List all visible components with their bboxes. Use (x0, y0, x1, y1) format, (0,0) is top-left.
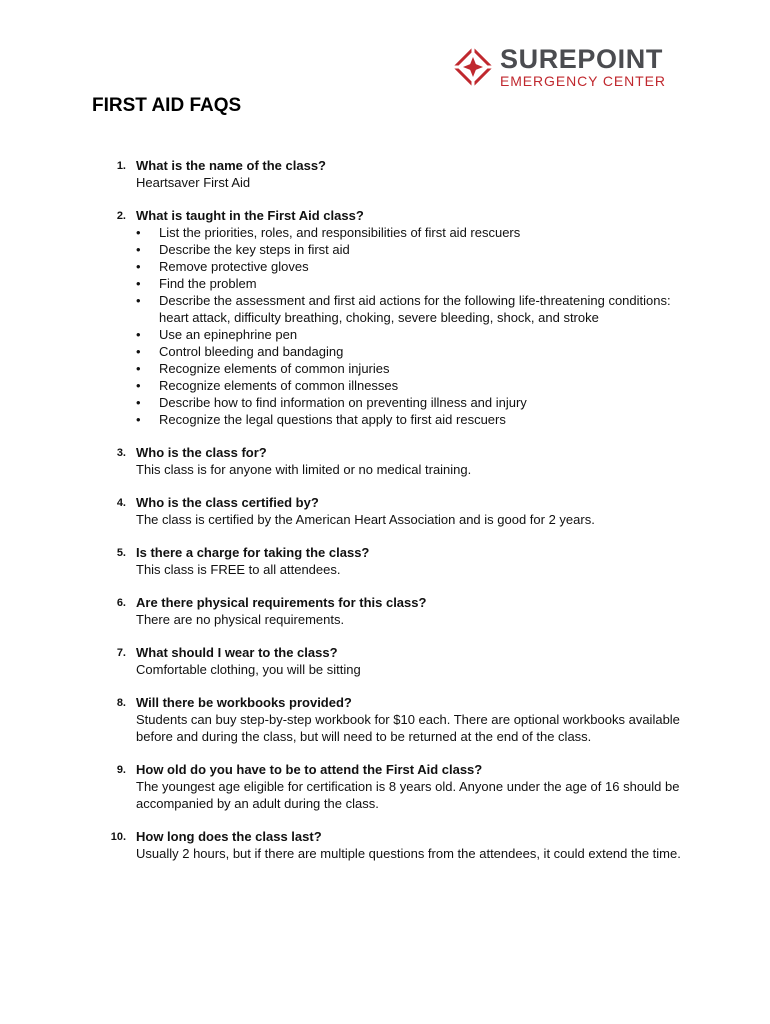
faq-number: 1. (116, 160, 126, 172)
bullet-item: • List the priorities, roles, and responsibilities of first aid rescuers (136, 224, 700, 241)
bullet-item: • Recognize the legal questions that apply to first aid rescuers (136, 411, 700, 428)
page-title: FIRST AID FAQS (92, 95, 242, 116)
faq-number: 3. (116, 447, 126, 459)
faq-number: 2. (116, 210, 126, 222)
logo-subtitle: EMERGENCY CENTER (500, 73, 666, 89)
diamond-cross-icon (452, 46, 494, 88)
faq-answer: This class is FREE to all attendees. (136, 562, 341, 577)
bullet-item: • Use an epinephrine pen (136, 326, 700, 343)
faq-answer: Students can buy step-by-step workbook for $10 each. There are optional workbooks available before and during the class, but will need to be returned at the end of the class. (136, 712, 680, 744)
faq-answer: Usually 2 hours, but if there are multiple questions from the attendees, it could extend the time. (136, 846, 681, 861)
logo-name: SUREPOINT (500, 44, 663, 74)
faq-item (100, 828, 700, 862)
faq-question: What is the name of the class? (136, 158, 326, 173)
company-logo (452, 44, 684, 94)
faq-question: How old do you have to be to attend the First Aid class? (136, 762, 483, 777)
bullet-item: • Describe the assessment and first aid actions for the following life-threatening conditions: heart attack, difficulty breathing, choking, severe bleeding, shock, and stroke (136, 292, 700, 326)
faq-answer: The class is certified by the American Heart Association and is good for 2 years. (136, 512, 595, 527)
faq-answer: There are no physical requirements. (136, 612, 345, 627)
faq-item (100, 494, 700, 528)
faq-question: Are there physical requirements for this class? (136, 595, 427, 610)
faq-list (100, 157, 700, 862)
faq-number: 9. (116, 764, 126, 776)
bullet-item: • Remove protective gloves (136, 258, 700, 275)
faq-question: What is taught in the First Aid class? (136, 208, 364, 223)
faq-number: 10. (110, 831, 126, 843)
faq-item (100, 207, 700, 428)
faq-number: 6. (116, 597, 126, 609)
bullet-item: • Recognize elements of common illnesses (136, 377, 700, 394)
faq-number: 5. (116, 547, 126, 559)
faq-item (100, 694, 700, 745)
faq-item (100, 157, 700, 191)
faq-number: 8. (116, 697, 126, 709)
faq-question: Who is the class certified by? (136, 495, 319, 510)
faq-item (100, 544, 700, 578)
faq-question: Will there be workbooks provided? (136, 695, 352, 710)
faq-number: 7. (116, 647, 126, 659)
faq-item (100, 594, 700, 628)
faq-answer: This class is for anyone with limited or no medical training. (136, 462, 472, 477)
bullet-item: • Find the problem (136, 275, 700, 292)
faq-question: How long does the class last? (136, 829, 322, 844)
bullet-item: • Describe how to find information on preventing illness and injury (136, 394, 700, 411)
faq-item (100, 761, 700, 812)
faq-item (100, 644, 700, 678)
faq-item (100, 444, 700, 478)
faq-answer: Heartsaver First Aid (136, 175, 251, 190)
bullet-item: • Recognize elements of common injuries (136, 360, 700, 377)
bullet-item: • Control bleeding and bandaging (136, 343, 700, 360)
faq-question: Who is the class for? (136, 445, 267, 460)
faq-number: 4. (116, 497, 126, 509)
faq-question: Is there a charge for taking the class? (136, 545, 370, 560)
bullet-item: • Describe the key steps in first aid (136, 241, 700, 258)
faq-answer: Comfortable clothing, you will be sitting (136, 662, 361, 677)
topic-bullet-list (136, 224, 700, 428)
faq-answer: The youngest age eligible for certification is 8 years old. Anyone under the age of 16 should be accompanied by an adult during the class. (136, 779, 680, 811)
faq-question: What should I wear to the class? (136, 645, 338, 660)
